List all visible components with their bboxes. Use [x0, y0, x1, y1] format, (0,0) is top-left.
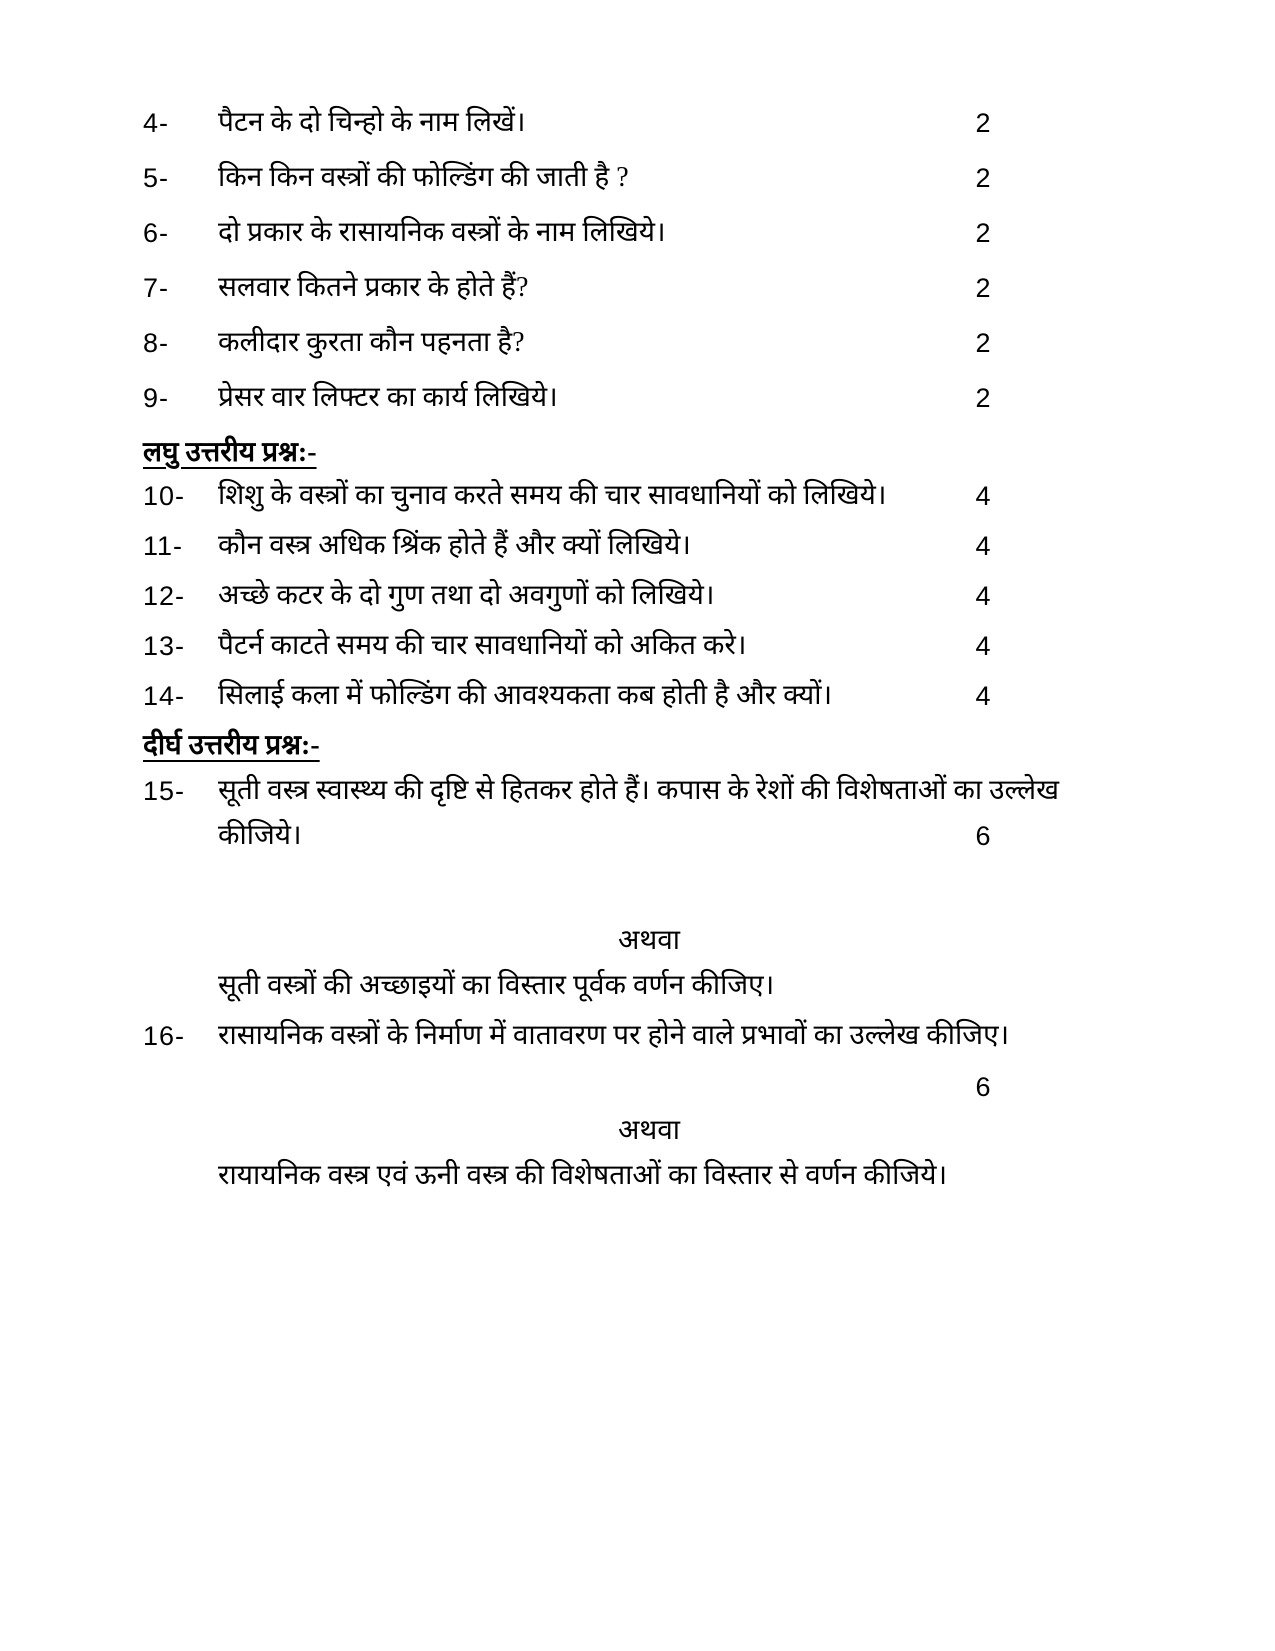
question-row — [143, 214, 1080, 252]
question-row — [143, 527, 1080, 565]
question-row — [143, 324, 1080, 362]
question-row — [143, 577, 1080, 615]
question-number: 9- — [143, 383, 170, 413]
question-number: 13- — [143, 631, 186, 661]
question-row — [143, 269, 1080, 307]
question-text: पैटर्न काटते समय की चार सावधानियों को अकित करे। — [218, 630, 747, 661]
question-text-continuation: कीजिये। — [218, 820, 302, 851]
question-marks: 2 — [975, 273, 991, 303]
question-row — [143, 477, 1080, 515]
question-row — [143, 1017, 1080, 1055]
question-number: 10- — [143, 481, 186, 511]
alternative-question-text: रायायनिक वस्त्र एवं ऊनी वस्त्र की विशेषताओं का विस्तार से वर्णन कीजिये। — [218, 1160, 948, 1191]
question-marks: 4 — [975, 681, 991, 711]
question-marks: 2 — [975, 218, 991, 248]
question-row — [143, 159, 1080, 197]
or-separator: अथवा — [617, 1115, 681, 1146]
question-text: अच्छे कटर के दो गुण तथा दो अवगुणों को लिखिये। — [218, 580, 715, 611]
question-row — [143, 104, 1080, 142]
question-marks-row — [143, 1072, 1080, 1110]
question-number: 4- — [143, 108, 170, 138]
question-text: कलीदार कुरता कौन पहनता है? — [218, 327, 525, 358]
question-number: 12- — [143, 581, 186, 611]
question-row — [143, 627, 1080, 665]
question-text: सलवार कितने प्रकार के होते हैं? — [218, 272, 529, 303]
or-separator: अथवा — [617, 925, 681, 956]
question-marks: 2 — [975, 163, 991, 193]
question-text: कौन वस्त्र अधिक श्रिंक होते हैं और क्यों लिखिये। — [218, 530, 691, 561]
question-number: 16- — [143, 1021, 186, 1051]
question-text: किन किन वस्त्रों की फोल्डिंग की जाती है ? — [218, 162, 629, 193]
question-text: पैटन के दो चिन्हो के नाम लिखें। — [218, 107, 526, 138]
question-paragraph — [218, 772, 1080, 855]
alternative-question-text: सूती वस्त्रों की अच्छाइयों का विस्तार पूर्वक वर्णन कीजिए। — [218, 970, 775, 1001]
question-marks: 2 — [975, 383, 991, 413]
question-marks: 4 — [975, 531, 991, 561]
question-text: प्रेसर वार लिफ्टर का कार्य लिखिये। — [218, 382, 558, 413]
question-marks: 4 — [975, 481, 991, 511]
question-marks: 4 — [975, 631, 991, 661]
question-number: 8- — [143, 328, 170, 358]
question-text: सिलाई कला में फोल्डिंग की आवश्यकता कब होती है और क्यों। — [218, 680, 833, 711]
question-number: 7- — [143, 273, 170, 303]
question-number: 15- — [143, 776, 186, 806]
question-number: 11- — [143, 531, 184, 561]
question-marks: 6 — [975, 821, 991, 851]
question-text: शिशु के वस्त्रों का चुनाव करते समय की चार सावधानियों को लिखिये। — [218, 480, 887, 511]
question-text-continuation-row — [218, 817, 1080, 855]
question-number: 5- — [143, 163, 170, 193]
question-row — [143, 772, 1080, 855]
question-text: दो प्रकार के रासायनिक वस्त्रों के नाम लिखिये। — [218, 217, 666, 248]
question-number: 14- — [143, 681, 186, 711]
section-heading-long-answer: दीर्घ उत्तरीय प्रश्न:- — [143, 730, 320, 761]
question-row — [143, 677, 1080, 715]
question-marks: 2 — [975, 328, 991, 358]
question-text: सूती वस्त्र स्वास्थ्य की दृष्टि से हितकर होते हैं। कपास के रेशों की विशेषताओं का उल्लेख — [218, 775, 1059, 806]
page-content — [143, 104, 1080, 1195]
question-marks: 2 — [975, 108, 991, 138]
question-row — [143, 379, 1080, 417]
question-marks: 4 — [975, 581, 991, 611]
question-text: रासायनिक वस्त्रों के निर्माण में वातावरण पर होने वाले प्रभावों का उल्लेख कीजिए। — [218, 1020, 1010, 1051]
section-heading-short-answer: लघु उत्तरीय प्रश्न:- — [143, 437, 317, 468]
question-number: 6- — [143, 218, 170, 248]
question-marks: 6 — [975, 1072, 991, 1102]
